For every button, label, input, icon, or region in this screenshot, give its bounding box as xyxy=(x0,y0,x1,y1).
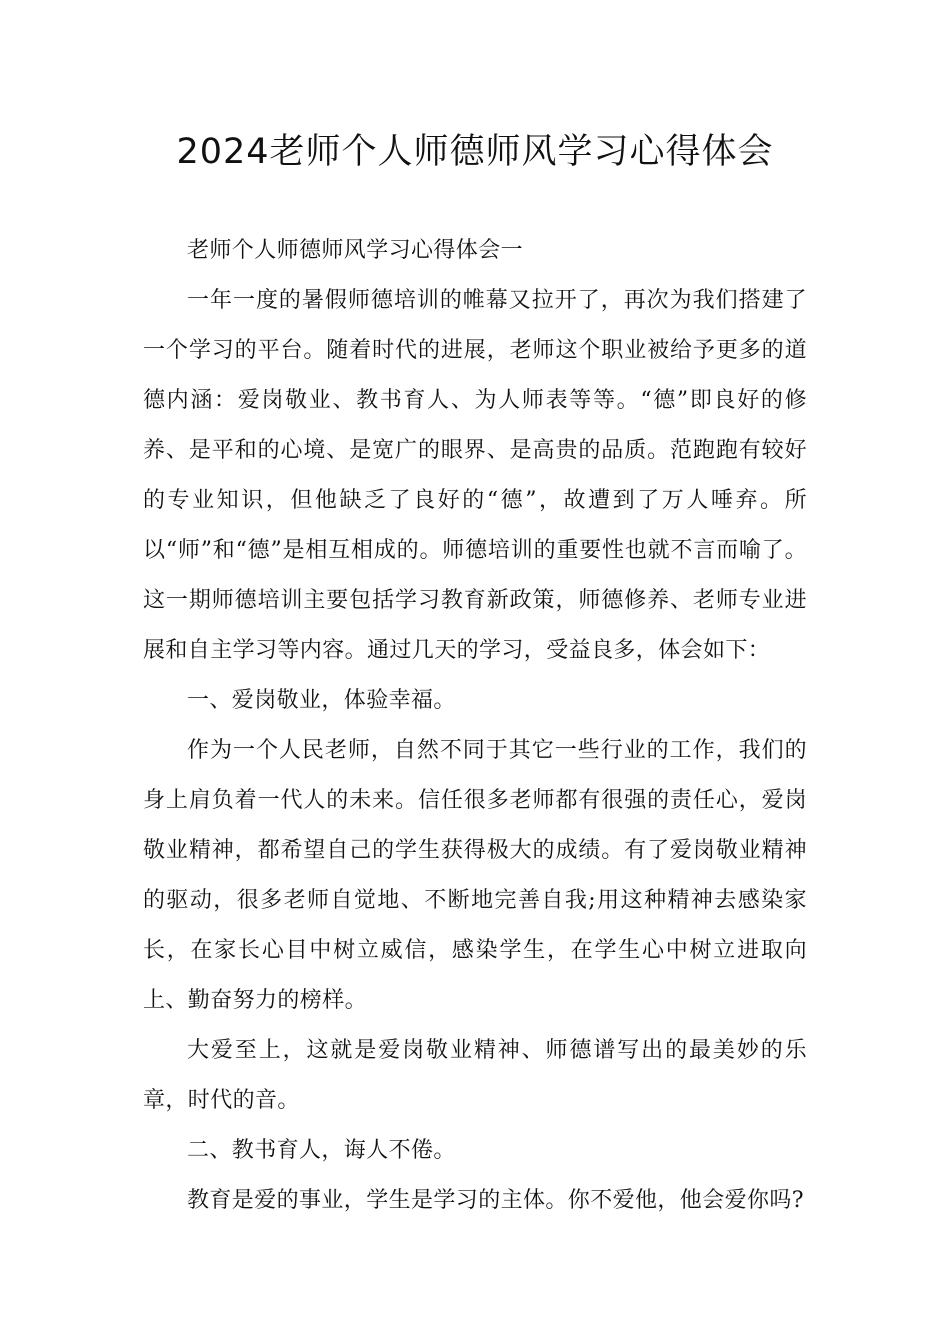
section-heading: 一、爱岗敬业，体验幸福。 xyxy=(187,688,456,713)
document-body xyxy=(143,226,807,1226)
section-heading: 二、教书育人，诲人不倦。 xyxy=(187,1138,456,1163)
body-paragraph: 一年一度的暑假师德培训的帷幕又拉开了，再次为我们搭建了一个学习的平台。随着时代的进展，老师这个职业被给予更多的道德内涵：爱岗敬业、教书育人、为人师表等等。“德”即良好的修养、是平和的心境、是宽广的眼界、是高贵的品质。范跑跑有较好的专业知识，但他缺乏了良好的“德”，故遭到了万人唾弃。所以“师”和“德”是相互相成的。师德培训的重要性也就不言而喻了。这一期师德培训主要包括学习教育新政策，师德修养、老师专业进展和自主学习等内容。通过几天的学习，受益良多，体会如下： xyxy=(143,288,807,663)
body-paragraph: 作为一个人民老师，自然不同于其它一些行业的工作，我们的身上肩负着一代人的未来。信任很多老师都有很强的责任心，爱岗敬业精神，都希望自己的学生获得极大的成绩。有了爱岗敬业精神的驱动，很多老师自觉地、不断地完善自我;用这种精神去感染家长，在家长心目中树立威信，感染学生，在学生心中树立进取向上、勤奋努力的榜样。 xyxy=(143,738,807,1013)
section-heading: 老师个人师德师风学习心得体会一 xyxy=(187,238,524,263)
body-paragraph: 大爱至上，这就是爱岗敬业精神、师德谱写出的最美妙的乐章，时代的音。 xyxy=(143,1038,807,1113)
body-paragraph: 教育是爱的事业，学生是学习的主体。你不爱他，他会爱你吗? xyxy=(187,1188,804,1213)
document-title: 2024老师个人师德师风学习心得体会 xyxy=(176,132,774,172)
